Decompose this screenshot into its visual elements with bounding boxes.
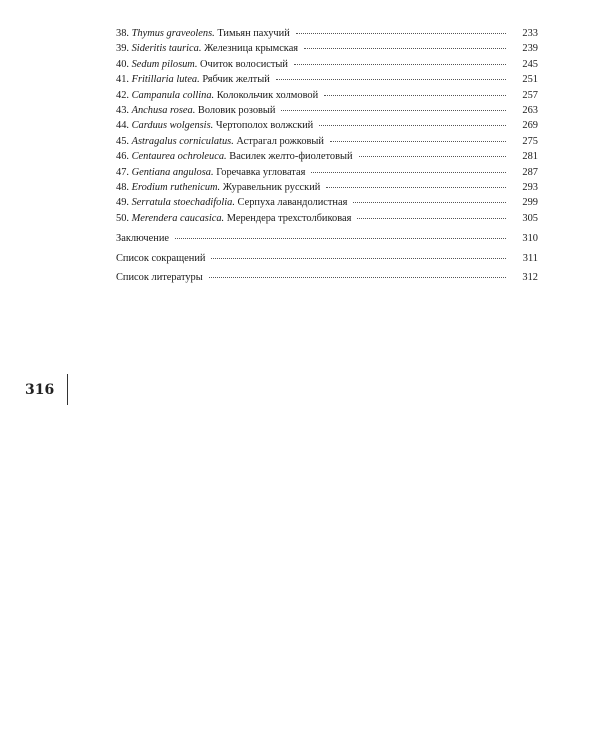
- toc-entry-title: 38. Thymus graveolens. Тимьян пахучий: [116, 28, 290, 39]
- toc-entry-title: 39. Sideritis taurica. Железница крымская: [116, 43, 299, 55]
- toc-entry: [116, 88, 538, 103]
- toc-page-number: 257: [522, 89, 538, 101]
- latin-name: Sideritis taurica.: [131, 43, 202, 55]
- toc-entry-title: 49. Serratula stoechadifolia. Серпуха лавандолистная: [116, 197, 348, 209]
- russian-name: Рябчик желтый: [202, 74, 270, 86]
- toc-entry: [116, 118, 538, 133]
- latin-name: Anchusa rosea.: [131, 104, 196, 116]
- toc-entry-title: 47. Gentiana angulosa. Горечавка угловатая: [116, 166, 306, 178]
- toc-page-number: 293: [522, 181, 538, 193]
- russian-name: Колокольчик холмовой: [216, 89, 319, 101]
- leader-dots: [357, 218, 506, 219]
- russian-name: Серпуха лавандолистная: [237, 197, 348, 209]
- toc-entry-title: 48. Erodium ruthenicum. Журавельник русский: [116, 181, 321, 193]
- latin-name: Astragalus corniculatus.: [131, 135, 234, 147]
- toc-entry: [116, 149, 538, 164]
- toc-entry: [116, 165, 538, 180]
- russian-name: Железница крымская: [204, 43, 299, 55]
- toc-entry-title: 45. Astragalus corniculatus. Астрагал рожковый: [116, 135, 324, 147]
- leader-dots: [353, 202, 506, 203]
- russian-name: Тимьян пахучий: [217, 28, 290, 39]
- russian-name: Горечавка угловатая: [216, 166, 306, 178]
- toc-page-number: 275: [522, 135, 538, 147]
- toc-page-number: 245: [522, 58, 538, 70]
- toc-section-abbreviations: [116, 249, 538, 269]
- table-of-contents: [116, 26, 538, 288]
- toc-entry-title: 50. Merendera caucasica. Мерендера трехстолбиковая: [116, 212, 352, 224]
- toc-section-conclusion: [116, 229, 538, 249]
- toc-page-number: 311: [522, 252, 538, 264]
- toc-page-number: 312: [522, 272, 538, 284]
- leader-dots: [330, 141, 506, 142]
- toc-entry: [116, 103, 538, 118]
- leader-dots: [311, 172, 506, 173]
- latin-name: Serratula stoechadifolia.: [131, 197, 235, 209]
- toc-section-title: Заключение: [116, 233, 169, 245]
- page-number-rule: [67, 374, 68, 405]
- toc-entry: [116, 195, 538, 210]
- latin-name: Campanula collina.: [131, 89, 215, 101]
- russian-name: Мерендера трехстолбиковая: [226, 212, 352, 224]
- toc-entry: [116, 180, 538, 195]
- latin-name: Sedum pilosum.: [131, 58, 198, 70]
- russian-name: Василек желто-фиолетовый: [229, 151, 353, 163]
- toc-entry-title: 44. Carduus wolgensis. Чертополох волжский: [116, 120, 314, 132]
- toc-page-number: 281: [522, 151, 538, 163]
- toc-entry-title: 46. Centaurea ochroleuca. Василек желто-фиолетовый: [116, 151, 353, 163]
- leader-dots: [359, 156, 506, 157]
- toc-page-number: 233: [522, 28, 538, 39]
- toc-section-references: [116, 268, 538, 288]
- leader-dots: [276, 79, 506, 80]
- latin-name: Carduus wolgensis.: [131, 120, 214, 132]
- toc-entry: [116, 26, 538, 41]
- leader-dots: [209, 277, 506, 278]
- leader-dots: [324, 95, 506, 96]
- latin-name: Merendera caucasica.: [131, 212, 225, 224]
- russian-name: Очиток волосистый: [200, 58, 288, 70]
- leader-dots: [211, 258, 506, 259]
- russian-name: Астрагал рожковый: [236, 135, 324, 147]
- latin-name: Centaurea ochroleuca.: [131, 151, 227, 163]
- leader-dots: [326, 187, 506, 188]
- russian-name: Журавельник русский: [222, 181, 321, 193]
- toc-entry: [116, 134, 538, 149]
- toc-entry: [116, 72, 538, 87]
- latin-name: Gentiana angulosa.: [131, 166, 214, 178]
- toc-entry-title: 43. Anchusa rosea. Воловик розовый: [116, 104, 276, 116]
- latin-name: Fritillaria lutea.: [131, 74, 200, 86]
- latin-name: Thymus graveolens.: [131, 28, 215, 39]
- latin-name: Erodium ruthenicum.: [131, 181, 221, 193]
- toc-entry-title: 41. Fritillaria lutea. Рябчик желтый: [116, 74, 270, 86]
- toc-entry: [116, 41, 538, 56]
- toc-entry: [116, 211, 538, 226]
- toc-entry-title: 40. Sedum pilosum. Очиток волосистый: [116, 58, 288, 70]
- toc-page-number: 305: [522, 212, 538, 224]
- toc-section-title: Список сокращений: [116, 252, 206, 264]
- toc-page-number: 251: [522, 74, 538, 86]
- toc-page-number: 239: [522, 43, 538, 55]
- toc-page-number: 263: [522, 104, 538, 116]
- toc-page-number: 287: [522, 166, 538, 178]
- leader-dots: [294, 64, 506, 65]
- toc-page-number: 310: [522, 233, 538, 245]
- toc-entry: [116, 57, 538, 72]
- russian-name: Воловик розовый: [197, 104, 276, 116]
- leader-dots: [296, 33, 506, 34]
- toc-page-number: 269: [522, 120, 538, 132]
- toc-entry-title: 42. Campanula collina. Колокольчик холмовой: [116, 89, 319, 101]
- toc-section-title: Список литературы: [116, 272, 203, 284]
- leader-dots: [319, 125, 506, 126]
- russian-name: Чертополох волжский: [215, 120, 314, 132]
- page-number: 316: [25, 382, 55, 398]
- leader-dots: [281, 110, 506, 111]
- toc-page-number: 299: [522, 197, 538, 209]
- leader-dots: [304, 48, 506, 49]
- leader-dots: [175, 238, 506, 239]
